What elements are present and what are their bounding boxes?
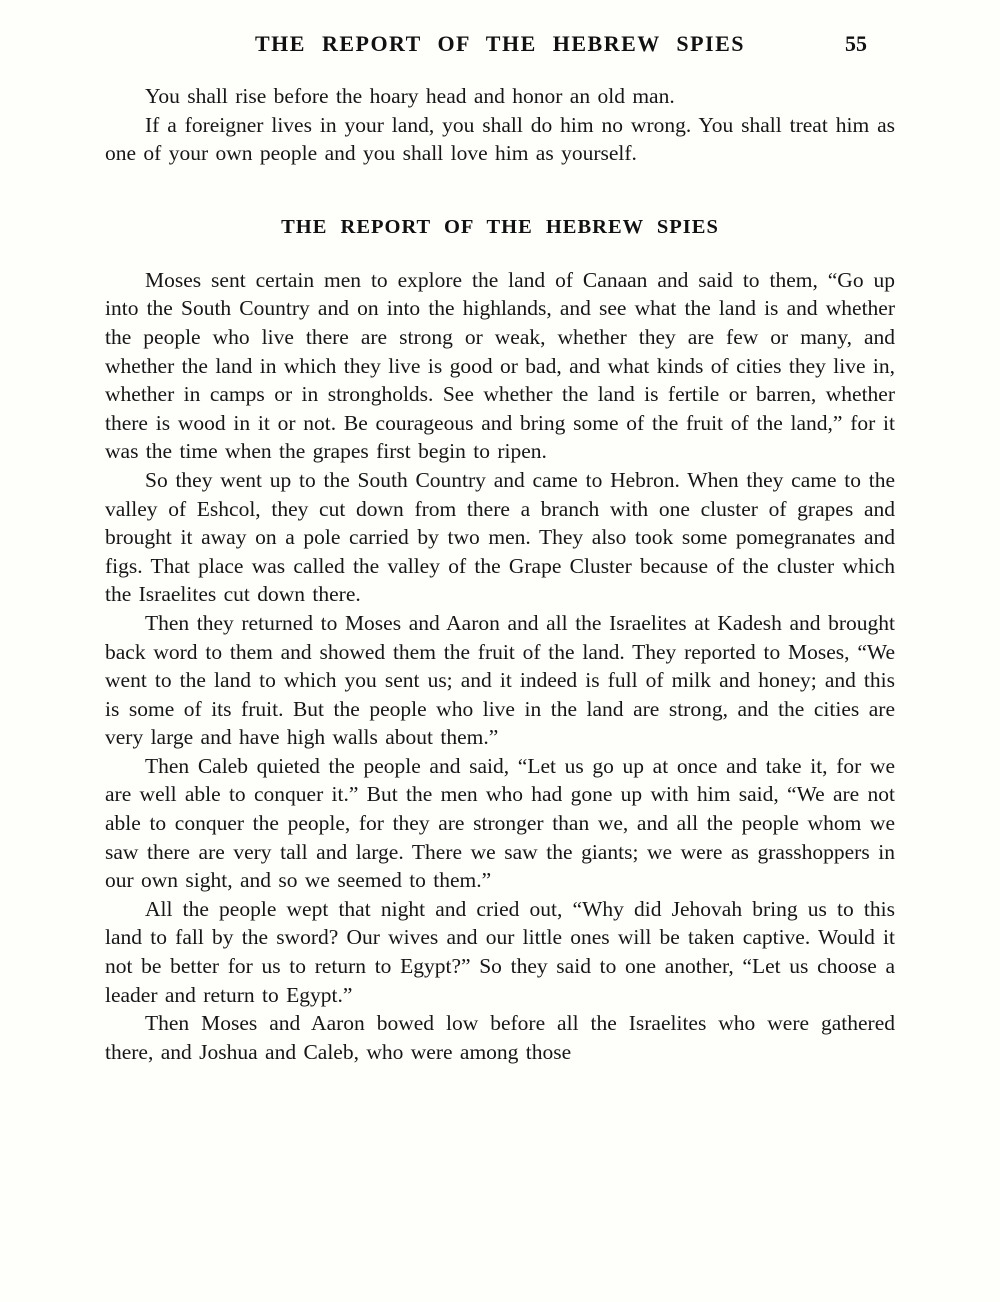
- paragraph: Moses sent certain men to explore the land of Canaan and said to them, “Go up into the South Country and on into the highlands, and see what the land is and whether the people who live there are strong or weak, whether they are few or many, and whether the land in which they live is good or bad, and what kinds of cities they live in, whether in camps or in strongholds. See whether the land is fertile or barren, whether there is wood in it or not. Be courageous and bring some of the fruit of the land,” for it was the time when the grapes first begin to ripen.: [105, 267, 895, 464]
- page-header: [105, 30, 895, 58]
- paragraph: You shall rise before the hoary head and honor an old man.: [145, 84, 675, 108]
- paragraph: All the people wept that night and cried out, “Why did Jehovah bring us to this land to fall by the sword? Our wives and our little ones will be taken captive. Would it not be better for us to return to Egypt?” So they said to one another, “Let us choose a leader and return to Egypt.”: [105, 896, 895, 1007]
- paragraph: Then Caleb quieted the people and said, “Let us go up at once and take it, for we are well able to conquer it.” But the men who had gone up with him said, “We are not able to conquer the people, for they are stronger than we, and all the people whom we saw there are very tall and large. There we saw the giants; we were as grasshoppers in our own sight, and so we seemed to them.”: [105, 753, 895, 893]
- previous-section-text: [105, 82, 895, 168]
- section-heading: THE REPORT OF THE HEBREW SPIES: [281, 215, 719, 238]
- paragraph: Then they returned to Moses and Aaron and all the Israelites at Kadesh and brought back word to them and showed them the fruit of the land. They reported to Moses, “We went to the land to which you sent us; and it indeed is full of milk and honey; and this is some of its fruit. But the people who live in the land are strong, and the cities are very large and have high walls about them.”: [105, 610, 895, 750]
- section-body: [105, 266, 895, 1067]
- page-content: [105, 30, 895, 1066]
- running-title: THE REPORT OF THE HEBREW SPIES: [254, 31, 746, 56]
- paragraph: If a foreigner lives in your land, you shall do him no wrong. You shall treat him as one of your own people and you shall love him as yourself.: [105, 112, 895, 166]
- paragraph: So they went up to the South Country and came to Hebron. When they came to the valley of Eshcol, they cut down from there a branch with one cluster of grapes and brought it away on a pole carried by two men. They also took some pomegranates and figs. That place was called the valley of the Grape Cluster because of the cluster which the Israelites cut down there.: [105, 467, 895, 607]
- paragraph: Then Moses and Aaron bowed low before all the Israelites who were gathered there, and Joshua and Caleb, who were among those: [105, 1011, 895, 1064]
- page-number: 55: [845, 31, 867, 56]
